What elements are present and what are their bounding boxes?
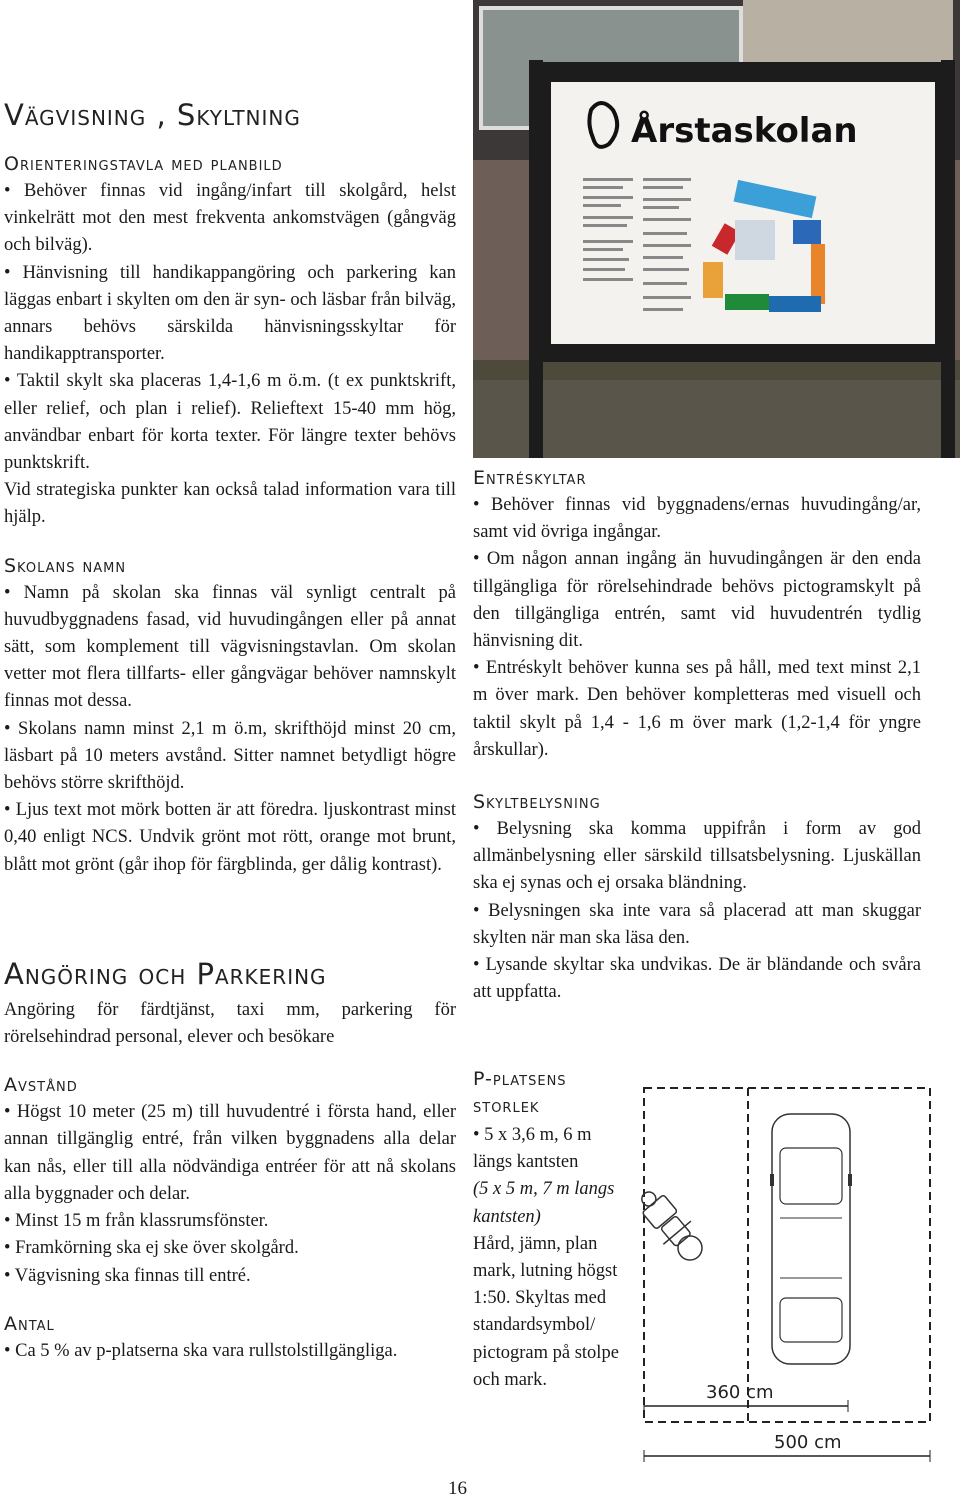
paragraph: • Vägvisning ska finnas till entré. [4,1265,251,1286]
paragraph-italic: (5 x 5 m, 7 m langs kantsten) [473,1179,615,1227]
intro-paragraph: Angöring för färdtjänst, taxi mm, parkering för rörelsehindrad personal, elever och besökare [4,999,456,1048]
heading-orienteringstavla: Orienteringstavla med planbild [4,153,283,175]
dimension-360: 360 cm [706,1382,774,1403]
paragraph: • Lysande skyltar ska undvikas. De är bländande och svåra att uppfatta. [473,955,921,1003]
paragraph: • Belysningen ska inte vara så placerad att man skuggar skylten när man ska läsa den. [473,900,921,948]
paragraph: • Minst 15 m från klassrumsfönster. [4,1211,269,1232]
title-vagvisning: Vägvisning , Skyltning [4,98,301,132]
paragraph: • Hänvisning till handikappangöring och parkering kan läggas enbart i skylten om den är syn- och läsbar från bilväg, annars behövs särskilda hänvisningsskyltar för handikapptransporter. [4,262,456,365]
heading-antal: Antal [4,1312,55,1335]
paragraph: • 5 x 3,6 m, 6 m längs kantsten [473,1125,592,1173]
sign-photo [473,0,960,458]
paragraph: • Behöver finnas vid byggnadens/ernas huvudingång/ar, samt vid övriga ingångar. [473,495,921,543]
paragraph: • Ljus text mot mörk botten är att föredra. ljuskontrast minst 0,40 enligt NCS. Undvik grönt mot rött, orange mot brunt, blått mot grönt (går ihop för färgblinda, ger dålig kontrast). [4,800,456,875]
heading-entreskyltar: Entréskyltar [473,467,587,489]
paragraph: • Skolans namn minst 2,1 m ö.m, skrifthöjd minst 20 cm, läsbart på 10 meters avstånd. Sitter namnet betydligt högre behövs större skrifthöjd. [4,718,456,794]
p-platsens-column [473,1066,633,1394]
heading-skolans-namn: Skolans namn [4,554,127,577]
paragraph: • Ca 5 % av p-platserna ska vara rullstolstillgängliga. [4,1340,398,1361]
left-column [4,96,456,1365]
heading-avstand: Avstånd [4,1074,78,1097]
paragraph: • Belysning ska komma uppifrån i form av god allmänbelysning eller särskild tillsatsbelysning. Ljuskällan ska ej synas och ej orsaka bländning. [473,819,921,894]
paragraph: • Namn på skolan ska finnas väl synligt centralt på huvudbyggnadens fasad, vid huvudingången eller på annat sätt, som komplement till vägvisningstavlan. Om skolan vetter mot flera tillfarts- eller gångvägar behöver namnskylt finnas mot dessa. [4,582,456,712]
paragraph: • Framkörning ska ej ske över skolgård. [4,1238,299,1259]
paragraph: Vid strategiska punkter kan också talad information vara till hjälp. [4,480,456,528]
sign-title: Årstaskolan [631,111,858,151]
title-angoring: Angöring och Parkering [4,956,327,991]
paragraph: • Om någon annan ingång än huvudingången är den enda tillgängliga för rörelsehindrade behövs pictogramskylt på den tillgängliga entrén, samt vid huvudentrén tydlig hänvisning dit. [473,549,921,652]
dimension-500: 500 cm [774,1432,842,1453]
heading-p-platsens: P-platsens storlek [473,1068,567,1117]
paragraph: • Taktil skylt ska placeras 1,4-1,6 m ö.m. (t ex punktskrift, eller relief, och plan i relief). Relieftext 15-40 mm hög, användbar enbart för korta texter. För längre texter behövs punktskrift. [4,371,456,474]
paragraph: Hård, jämn, plan mark, lutning högst 1:50. Skyltas med standardsymbol/ pictogram på stolpe och mark. [473,1233,619,1390]
page-number: 16 [448,1478,467,1499]
paragraph: • Högst 10 meter (25 m) till huvudentré i första hand, eller annan tillgänglig entré, från vilken byggnadens alla delar kan nås, eller till alla nödvändiga entréer för att nå skolans alla byggnader och delar. [4,1102,456,1204]
paragraph: • Behöver finnas vid ingång/infart till skolgård, helst vinkelrätt mot den mest frekventa ankomstvägen (gångväg och bilväg). [4,181,456,256]
paragraph: • Entréskylt behöver kunna ses på håll, med text minst 2,1 m över mark. Den behöver kompletteras med visuell och taktil skylt på 1,4 - 1,6 m över mark (1,2-1,4 för yngre årskullar). [473,658,921,760]
parking-diagram [630,1078,960,1470]
right-column [473,466,921,1006]
heading-skyltbelysning: Skyltbelysning [473,791,601,814]
